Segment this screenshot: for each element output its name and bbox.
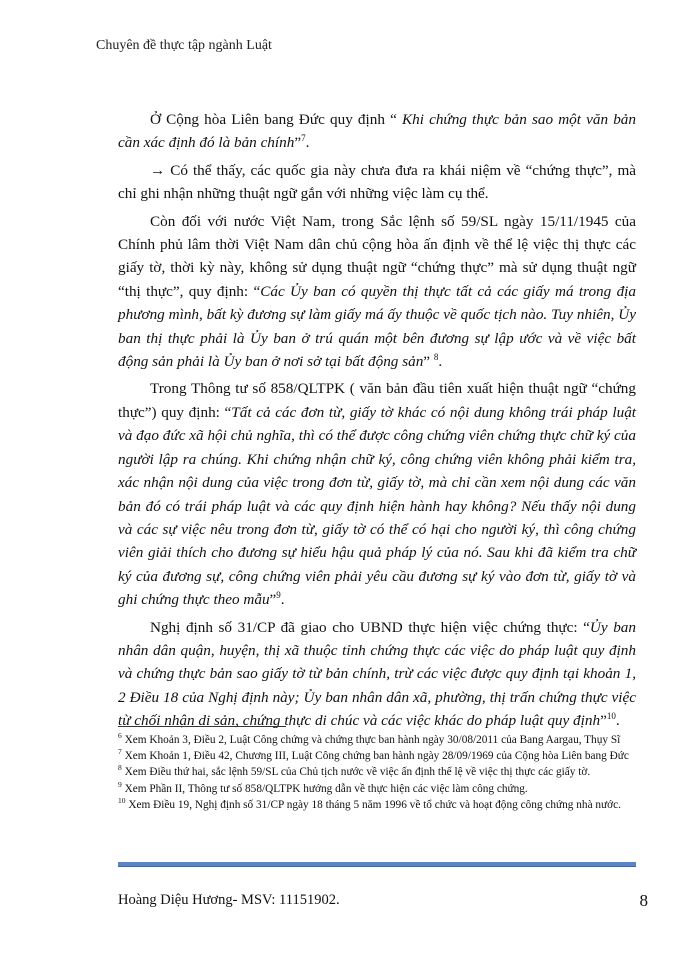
text-run: Còn đối với nước Việt Nam, trong Sắc lệnh số 59/SL ngày 15/11/1945 của Chính phủ lâm thời Việt Nam dân chủ cộng hòa ấn định về thể lệ việc thị thực các giấy tờ, thời kỳ này, không sử dụng thuật ngữ “chứng thực” mà sử dụng thuật ngữ “thị thực”, quy định: “	[118, 212, 636, 300]
footnote-number: 6	[118, 731, 122, 741]
text-run: → Có thể thấy, các quốc gia này chưa đưa ra khái niệm về “chứng thực”, mà chỉ ghi nhận những thuật ngữ gắn với những việc làm cụ thể.	[118, 161, 636, 203]
text-run: Nghị định số 31/CP đã giao cho UBND thực hiện việc chứng thực: “	[150, 618, 590, 636]
footnote-number: 9	[118, 779, 122, 789]
footnote-separator	[118, 726, 286, 727]
quote-text: Ủy ban nhân dân quận, huyện, thị xã thuộc tỉnh chứng thực các việc do pháp luật quy định và chứng thực bản sao giấy tờ từ bản chính, trừ các việc được quy định tại khoản 1, 2 Điều 18 của Nghị định này; Ủy ban nhân dân xã, phường, thị trấn chứng thực việc từ chối nhận di sản, chứng thực di chúc và các việc khác do pháp luật quy định	[118, 618, 636, 730]
text-run: .	[438, 353, 443, 371]
text-run: .	[615, 712, 620, 730]
text-run: ”	[294, 134, 302, 152]
paragraph-conclusion	[118, 159, 636, 206]
footnote-item	[118, 733, 636, 747]
text-run: ”	[600, 712, 607, 730]
quote-text: Các Ủy ban có quyền thị thực tất cả các giấy má trong địa phương mình, bất kỳ đương sự làm giấy má ấy thuộc về quốc tịch nào. Tuy nhiên, Ủy ban thị thực phải là Ủy ban ở trú quán một bên đương sự lập ước và về việc bất động sản phải là Ủy ban ở nơi sở tại bất động sản	[118, 282, 636, 371]
footnote-item	[118, 779, 636, 796]
footnote-item	[118, 798, 636, 812]
footnote-item	[118, 749, 636, 763]
paragraph-circular-858	[118, 377, 636, 611]
quote-text: Khi chứng thực bản sao một văn bản cần xác định đó là bản chính	[118, 111, 636, 152]
footer-divider	[118, 862, 636, 867]
paragraph-vietnam-decree-59	[118, 210, 636, 374]
text-run: ”	[269, 591, 277, 609]
footnote-text: Xem Khoản 3, Điều 2, Luật Công chứng và chứng thực ban hành ngày 30/08/2011 của Bang Aargau, Thụy Sĩ	[121, 734, 621, 746]
footer-author: Hoàng Diệu Hương- MSV: 11151902.	[118, 892, 340, 908]
text-run: ”	[423, 353, 434, 371]
footnote-text: Xem Điều thứ hai, sắc lệnh 59/SL của Chủ tịch nước về việc ấn định thể lệ về việc thị thực các giấy tờ.	[121, 766, 591, 779]
page-number: 8	[639, 891, 648, 910]
text-run: Ở Cộng hòa Liên bang Đức quy định “	[150, 111, 402, 128]
footnote-ref[interactable]: 7	[301, 133, 306, 144]
footnote-text: Xem Điều 19, Nghị định số 31/CP ngày 18 tháng 5 năm 1996 về tổ chức và hoạt động công chứng nhà nước.	[125, 798, 621, 811]
footnote-ref[interactable]: 10	[606, 711, 616, 722]
footnote-ref[interactable]: 9	[276, 590, 281, 601]
footnote-ref[interactable]: 8	[433, 352, 439, 362]
paragraph-decree-31	[118, 616, 636, 733]
text-run: .	[280, 591, 285, 609]
footnotes	[118, 733, 636, 814]
footnote-text: Xem Phần II, Thông tư số 858/QLTPK hướng dẫn về thực hiện các việc làm công chứng.	[121, 782, 528, 795]
text-run: .	[305, 134, 310, 152]
main-text	[118, 108, 636, 737]
text-run: Trong Thông tư số 858/QLTPK ( văn bản đầu tiên xuất hiện thuật ngữ “chứng thực”) quy định: “	[118, 380, 636, 421]
footnote-number: 7	[118, 747, 122, 757]
footnote-number: 8	[118, 763, 122, 773]
quote-text: Tất cả các đơn từ, giấy tờ khác có nội dung không trái pháp luật và đạo đức xã hội chủ nghĩa, thì có thể được công chứng viên chứng thực chữ ký của người lập ra chúng. Khi chứng nhận chữ ký, công chứng viên không phải kiểm tra, xác nhận nội dung của việc trong đơn từ, giấy tờ, mà chỉ cần xem nội dung các văn bản đó có trái pháp luật và các quy định hiện hành hay không? Nếu thấy nội dung và các sự việc nêu trong đơn từ, giấy tờ có thể có hại cho người ký, thì công chứng viên giải thích cho đương sự hiểu hậu quả pháp lý của nó. Sau khi đã kiểm tra chữ ký của đương sự, công chứng viên phải yêu cầu đương sự ký vào đơn từ, giấy tờ và ghi chứng thực theo mẫu	[118, 403, 637, 609]
footnote-text: Xem Khoản 1, Điều 42, Chương III, Luật Công chứng ban hành ngày 28/09/1969 của Cộng hòa Liên bang Đức	[121, 750, 629, 763]
running-header: Chuyên đề thực tập ngành Luật	[96, 38, 272, 53]
footnote-item	[118, 765, 636, 779]
footnote-number: 10	[118, 796, 126, 806]
paragraph-germany	[118, 108, 636, 155]
